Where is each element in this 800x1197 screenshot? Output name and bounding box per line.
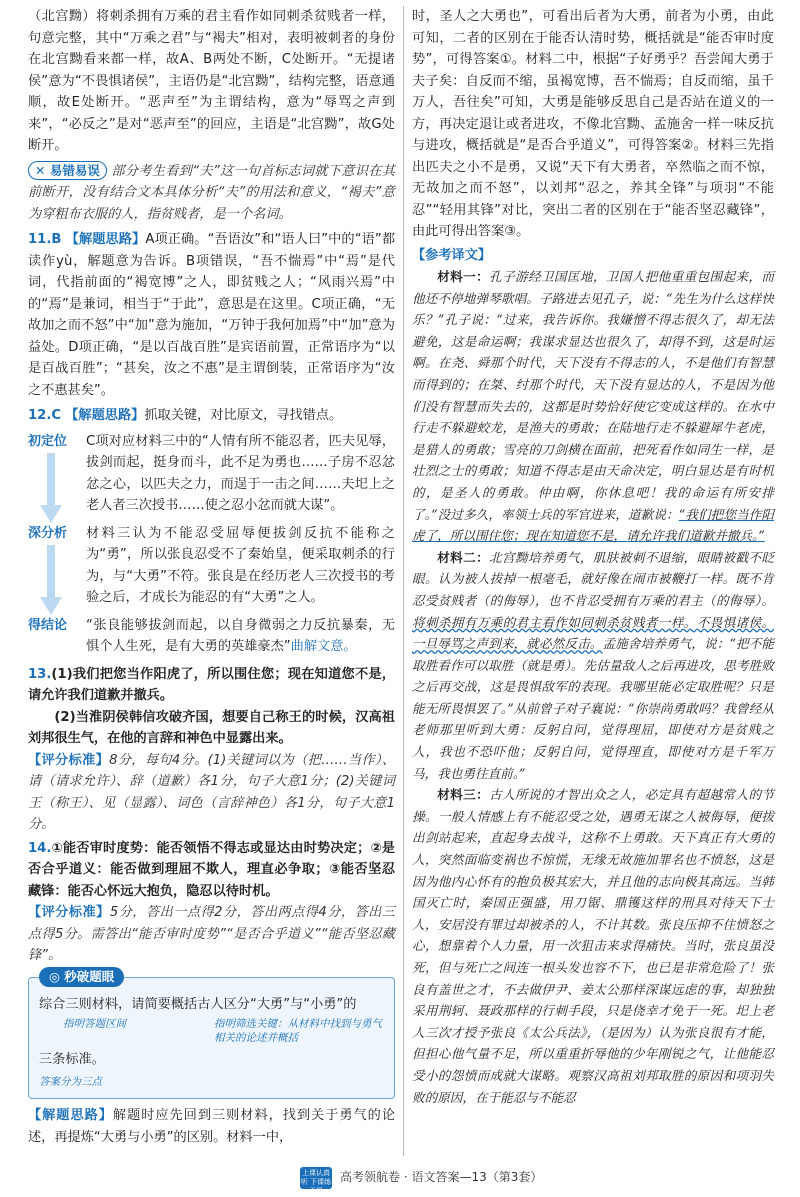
page-footer bbox=[0, 1157, 800, 1197]
q13-score: 【评分标准】8分，每句4分。(1)关键词以为（把……当作）、请（请求允许）、辞（道歉）各1分，句子大意1分；(2)关键词王（称王）、见（显露）、词色（言辞神色）各1分，句子大意1分。 bbox=[28, 752, 396, 832]
q14-answer: 14.①能否审时度势：能否领悟不得志或显达由时势决定；②是否合乎道义：能否做到理屈不欺人，理直必争取；③能否坚忍藏锋：能否心怀远大抱负，隐忍以待时机。 bbox=[28, 840, 395, 899]
tip-box bbox=[28, 968, 395, 1100]
material-1: 材料一：孔子游经卫国匡地，卫国人把他重重包围起来，而他还不停地弹琴歌唱。子路进去见孔子，说：“先生为什么这样快乐？”孔子说：“过来，我告诉你。我嫌憎不得志很久了，却无法避免，这是命运啊；我谋求显达也很久了，却得不到，这是时运啊。在尧、舜那个时代，天下没有不得志的人，不是他们有智慧而得到的；在桀、纣那个时代，天下没有显达的人，不是因为他们没有智慧而失去的，这都是时势恰好使它变成这样的。在水中行走不躲避蛟龙，是渔夫的勇敢；在陆地行走不躲避犀牛老虎，是猎人的勇敢；雪亮的刀剑横在面前，把死看作如同生一样，是壮烈之士的勇敢；知道不得志是由天命决定，明白显达是有时机的，是圣人的勇敢。仲由啊，你休息吧！我的命运有所安排了。”没过多久，率领士兵的军官进来，道歉说：“我们把您当作阳虎了，所以围住您；现在知道您不是，请允许我们道歉并撤兵。” bbox=[412, 269, 774, 544]
easy-error-tag: ✕ 易错易误 bbox=[28, 161, 107, 180]
down-arrow-icon bbox=[40, 453, 62, 523]
footer-title: 高考领航卷 · 语文答案—13（第3套） bbox=[340, 1170, 543, 1185]
target-icon: ◎ bbox=[49, 968, 60, 984]
tip-line-2: 三条标准。 bbox=[39, 1052, 105, 1067]
analysis-step-3: 得结论 “张良能够拔剑而起，以自身微弱之力反抗暴秦，无惧个人生死，是有大勇的英雄豪杰”曲解文意。 bbox=[28, 617, 395, 654]
right-continuation: 时，圣人之大勇也”，可看出后者为大勇，前者为小勇，由此可知，二者的区别在于能否认清时势，概括就是“能否审时度势”，可得答案①。材料二中，根据“子好勇乎？吾尝闻大勇于夫子矣：自反而不缩，虽褐宽博，吾不惴焉；自反而缩，虽千万人，吾往矣”可知，大勇是能够反思自己是否站在道义的一方，再决定退让或者进攻，不像北宫黝、孟施舍一样一味反抗与进攻，概括就是“是否合乎道义”，可得答案②。材料三先指出匹夫之小不是勇，又说“天下有大勇者，卒然临之而不惊，无故加之而不怒”，以刘邦“忍之，养其全锋”与项羽“不能忍”“轻用其锋”对比，突出二者的区别在于“能否坚忍藏锋”，由此可得出答案③。 bbox=[412, 9, 774, 239]
tip-note-3: 答案分为三点 bbox=[39, 1075, 102, 1088]
column-divider bbox=[403, 6, 404, 1156]
cross-icon: ✕ bbox=[35, 162, 46, 178]
right-column bbox=[412, 6, 774, 1108]
analysis-step-1: 初定位 C项对应材料三中的“人情有所不能忍者，匹夫见辱，拔剑而起，挺身而斗，此不足为勇也……子房不忍忿忿之心，以匹夫之力，而逞于一击之间……夫圯上之老人者三次授书……使之忍小忿而就大谋”。 bbox=[28, 431, 395, 517]
easy-error-text: 部分考生看到“夫”这一句首标志词就下意识在其前断开，没有结合文本具体分析“夫”的用法和意义，“褐夫”意为穿粗布衣服的人，指贫贱者，是一个名词。 bbox=[28, 163, 395, 222]
final-section: 【解题思路】解题时应先回到三则材料，找到关于勇气的论述，再提炼“大勇与小勇”的区别。材料一中， bbox=[28, 1108, 396, 1145]
publisher-logo: 上课认真听 下课练天星 bbox=[300, 1169, 332, 1195]
down-arrow-icon bbox=[40, 545, 62, 615]
q12-answer: 12.C 【解题思路】抓取关键，对比原文，寻找错点。 bbox=[28, 408, 343, 423]
q13-answer-2: (2)当淮阴侯韩信攻破齐国，想要自己称王的时候，汉高祖刘邦很生气，在他的言辞和神色中显露出来。 bbox=[28, 709, 395, 746]
material-3: 材料三：古人所说的才智出众之人，必定具有超越常人的节操。一般人情感上有不能忍受之处，遇勇无谋之人被侮辱，便拔出剑站起来，直起身去战斗，这称不上勇敢。天下真正有大勇的人，突然面临变祸也不惊慌，无缘无故施加罪名也不愤怒，这是因为他内心怀有的抱负极其宏大，并且他的志向极其高远。当韩国灭亡时，秦国正强盛，用刀锯、鼎镬这样的刑具对待天下士人，安居没有罪过却被杀的人，不计其数。张良压抑不住愤怒之心，想靠着个人力量，用一次狙击来求得痛快。当时，张良虽没死，但与死亡之间连一根头发也容不下，也已是非常危险了！张良有盖世之才，不去做伊尹、姜太公那样深谋远虑的事，却独独采用荆轲、聂政那样的行刺手段，只是侥幸才免于一死。圯上老人三次才授予张良《太公兵法》，（是因为）认为张良很有才能，但担心他气量不足，所以重重折辱他的少年刚锐之气，让他能忍受小的怨愤而成就大谋略。观察汉高祖刘邦取胜的原因和项羽失败的原因，在于能忍与不能忍 bbox=[412, 787, 774, 1105]
q11-answer: 11.B 【解题思路】A项正确。“吾语汝”和“语人曰”中的“语”都读作yù，解题意为告诉。B项错误，“吾不惴焉”中“焉”是代词，代指前面的“褐宽博”之人，即贫贱之人；“风雨兴焉”中的“焉”是兼词，相当于“于此”，意思是在这里。C项正确，“无故加之而不怒”中“加”意为施加，“万钟于我何加焉”中“加”意为益处。D项正确，“是以百战百胜”是宾语前置，正常语序为“以是百战百胜”；“甚矣，汝之不惠”是主谓倒装，正常语序为“汝之不惠甚矣”。 bbox=[28, 232, 396, 398]
reference-translation-tag: 【参考译文】 bbox=[412, 247, 492, 263]
tip-title: ◎ 秒破题眼 bbox=[39, 967, 124, 987]
tip-line-1: 综合三则材料，请简要概括古人区分“大勇”与“小勇”的 bbox=[39, 996, 357, 1012]
tip-note-1: 指明答题区间 bbox=[63, 1018, 126, 1030]
q14-score: 【评分标准】5分，答出一点得2分，答出两点得4分，答出三点得5分。需答出“能否审时度势”“是否合乎道义”“能否坚忍藏锋”。 bbox=[28, 905, 396, 963]
analysis-step-2: 深分析 材料三认为不能忍受屈辱便拔剑反抗不能称之为“勇”，所以张良忍受不了秦始皇，便采取刺杀的行为，与“大勇”不符。张良是在经历老人三次授书的考验之后，才成长为能忍的有“大勇”之人。 bbox=[28, 523, 395, 609]
left-column bbox=[28, 6, 395, 1148]
intro-paragraph: （北宫黝）将刺杀拥有万乘的君主看作如同刺杀贫贱者一样，句意完整，其中“万乘之君”与“褐夫”相对，表明被刺者的身份在北宫黝看来都一样，故A、B两处不断，C处断开。“无提诸侯”意为“不畏惧诸侯”，主语仍是“北宫黝”，结构完整，语意通顺，故E处断开。“恶声至”为主谓结构，意为“辱骂之声到来”，“必反之”是对“恶声至”的回应，主语是“北宫黝”，故G处断开。 bbox=[28, 9, 395, 153]
material-2: 材料二：北宫黝培养勇气，肌肤被刺不退缩，眼睛被戳不眨眼。认为被人拔掉一根毫毛，就好像在闹市被鞭打一样。既不肯忍受贫贱者（的侮辱），也不肯忍受拥有万乘的君主（的侮辱）。将刺杀拥有万乘的君主看作如同刺杀贫贱者一样。不畏惧诸侯。一旦辱骂之声到来，就必然反击。孟施舍培养勇气，说：“把不能取胜看作可以取胜（就是勇）。先估量敌人之后再进攻，思考胜败之后再交战，这是畏惧敌军的表现。我哪里能必定取胜呢？只是能无所畏惧罢了。”从前曾子对子襄说：“你崇尚勇敢吗？我曾经从老师那里听到大勇：反躬自问，觉得理屈，即使对方是贫贱之人，我也不恐吓他；反躬自问，觉得理直，即使对方是千军万马，我也勇往直前。” bbox=[412, 549, 774, 781]
easy-error-section bbox=[28, 161, 395, 226]
q13-answer-1: 13.(1)我们把您当作阳虎了，所以围住您；现在知道您不是，请允许我们道歉并撤兵。 bbox=[28, 666, 395, 703]
tip-note-2: 指明筛选关键：从材料中找到与勇气相关的论述并概括 bbox=[214, 1018, 382, 1044]
